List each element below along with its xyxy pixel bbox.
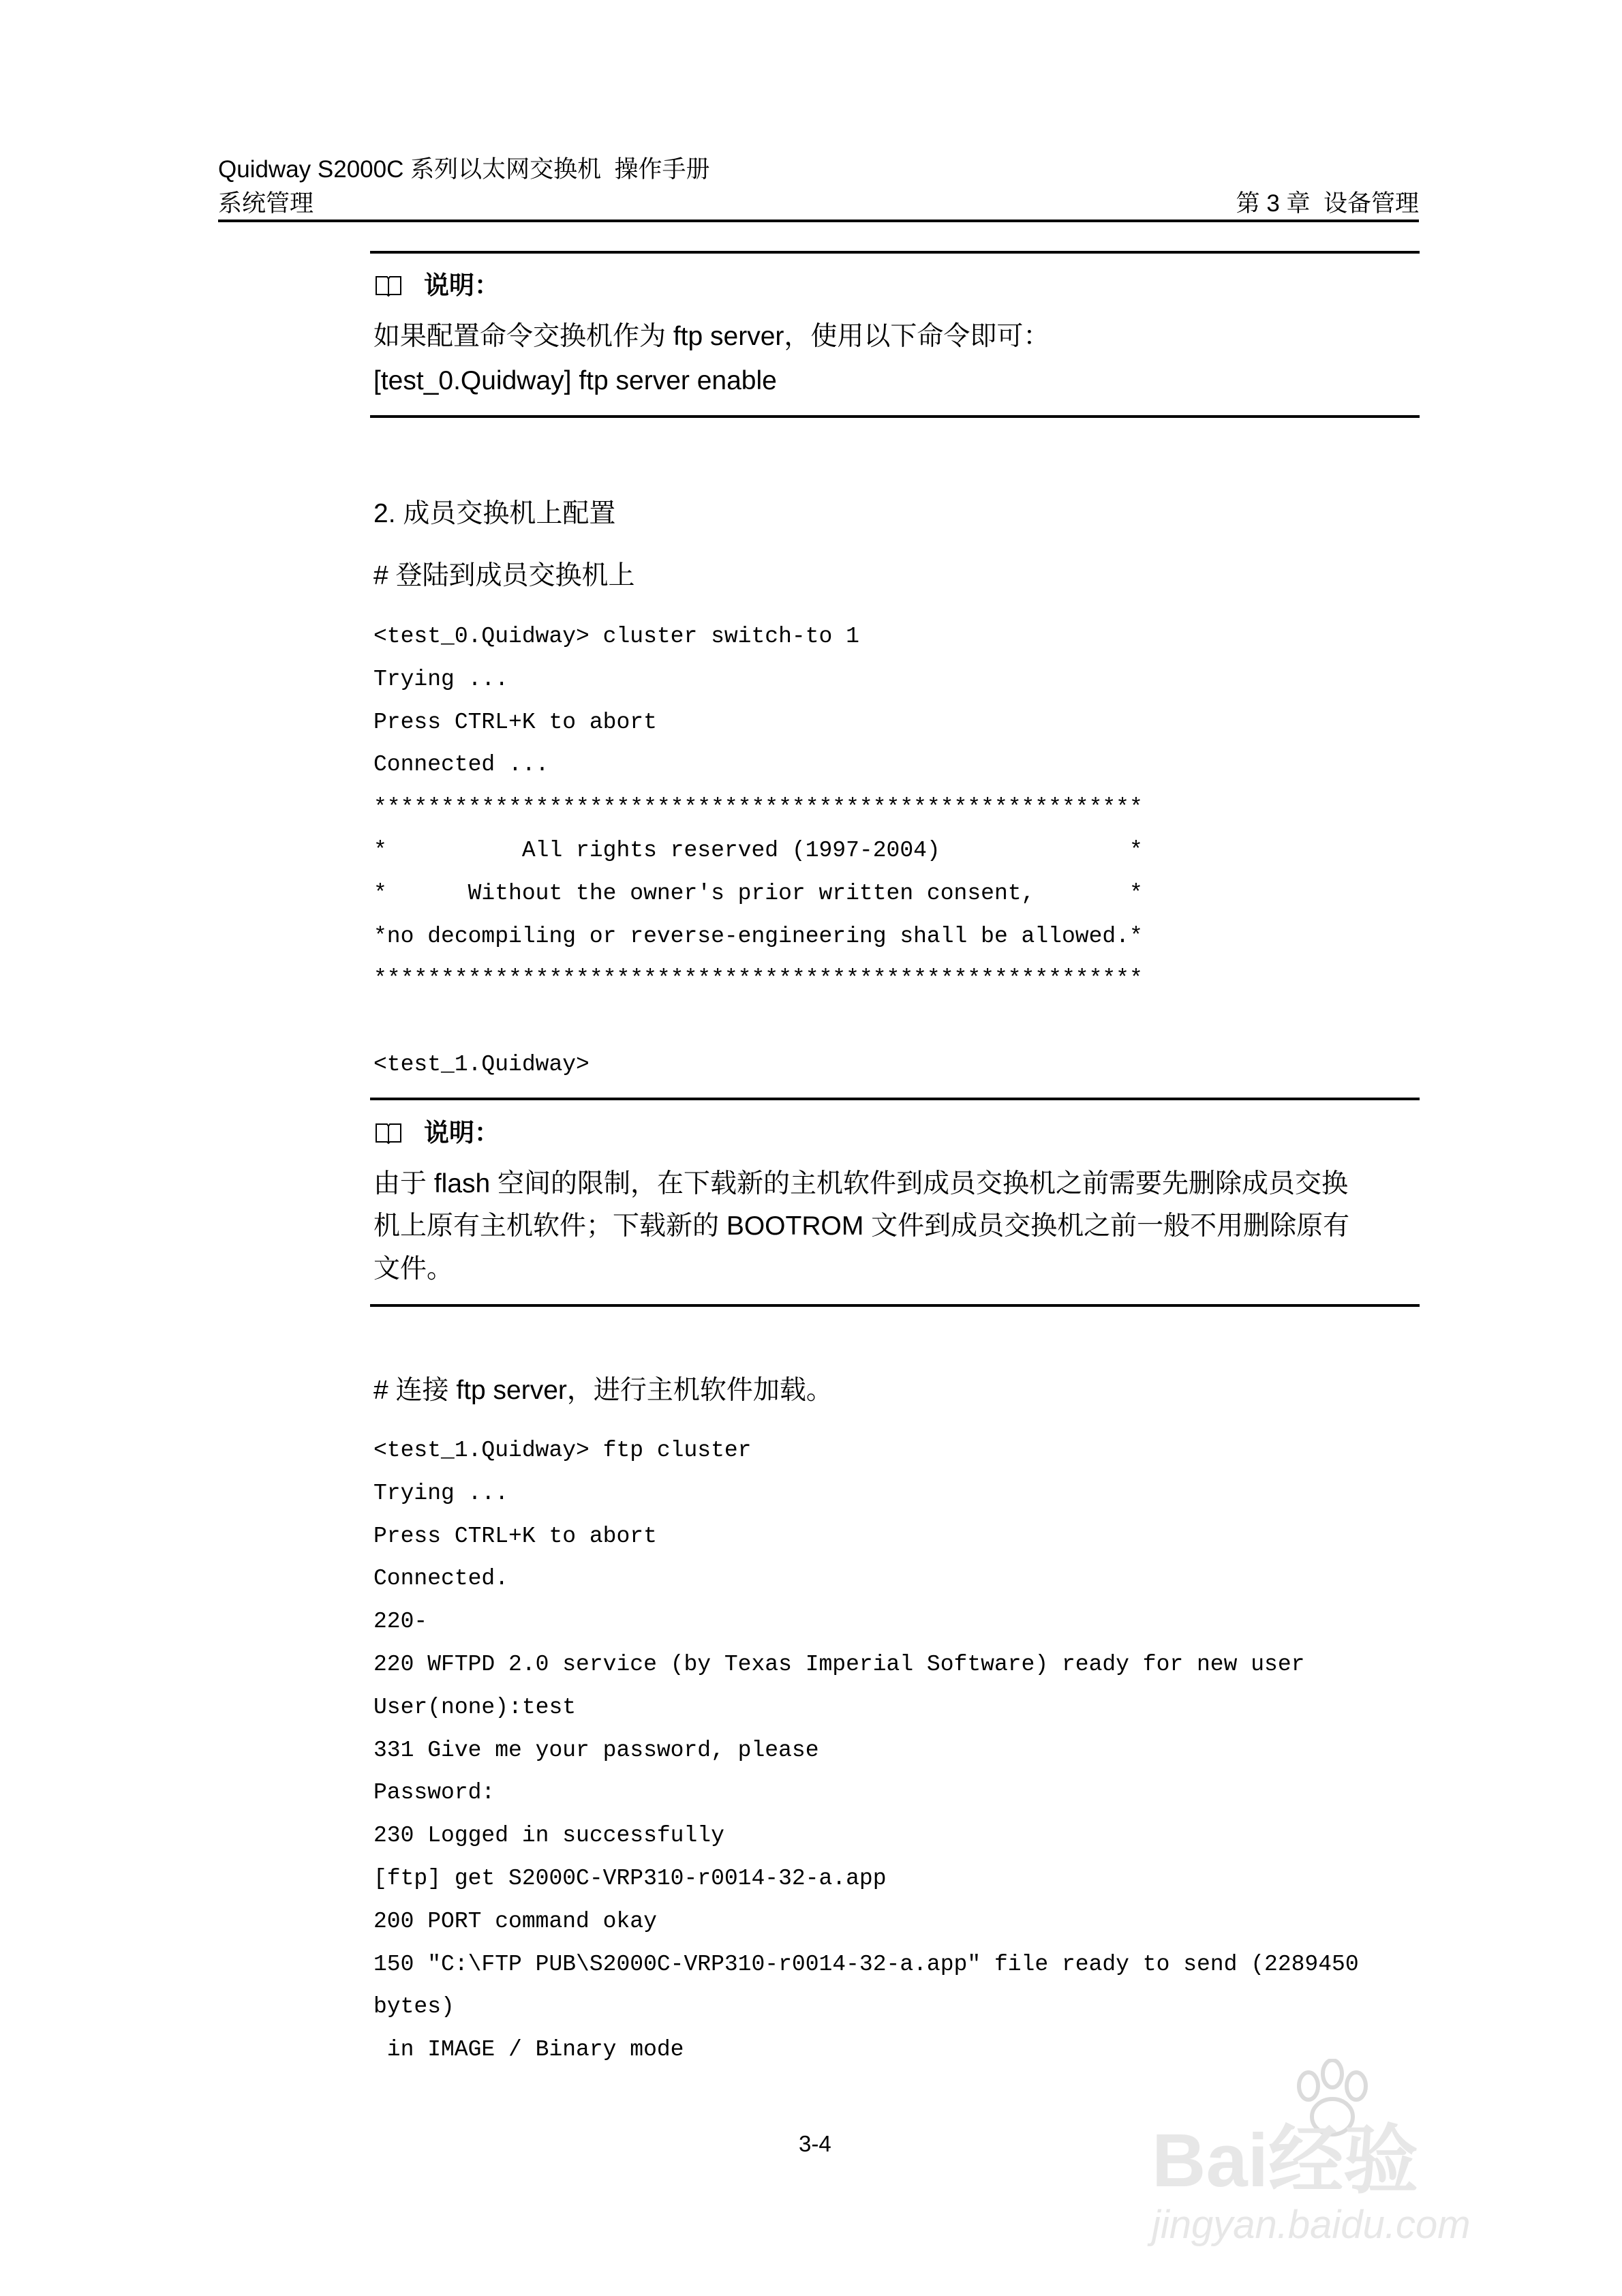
- note-top-rule: [370, 251, 1420, 254]
- code-line: 150 "C:\FTP PUB\S2000C-VRP310-r0014-32-a.app" file ready to send (2289450: [373, 1951, 1359, 1977]
- header-rule: [218, 220, 1419, 222]
- code-line: bytes): [373, 1994, 455, 2020]
- chapter-name: 第 3 章 设备管理: [1236, 190, 1419, 217]
- code-line: 230 Logged in successfully: [373, 1823, 724, 1849]
- code-line: * Without the owner's prior written consent, *: [373, 880, 1143, 906]
- code-line: in IMAGE / Binary mode: [373, 2037, 684, 2063]
- code-line: 220-: [373, 1609, 428, 1635]
- code-line: Press CTRL+K to abort: [373, 709, 657, 735]
- code-line: 200 PORT command okay: [373, 1908, 657, 1934]
- code-line: Trying ...: [373, 1480, 509, 1506]
- manual-title: Quidway S2000C 系列以太网交换机 操作手册: [218, 156, 710, 183]
- note-text: 文件。: [373, 1254, 454, 1284]
- note-command: [test_0.Quidway] ftp server enable: [373, 366, 777, 395]
- code-line: 220 WFTPD 2.0 service (by Texas Imperial Software) ready for new user: [373, 1652, 1305, 1677]
- note-bottom-rule: [370, 415, 1420, 418]
- step-heading: # 连接 ftp server，进行主机软件加载。: [373, 1376, 833, 1405]
- note-title: 说明：: [424, 271, 500, 299]
- code-line: *********************************************************: [373, 966, 1143, 992]
- note-text: 由于 flash 空间的限制，在下载新的主机软件到成员交换机之前需要先删除成员交换: [373, 1169, 1349, 1198]
- watermark-brand: Bai经验: [1152, 2119, 1419, 2203]
- code-line: <test_1.Quidway>: [373, 1052, 590, 1077]
- note-text: 机上原有主机软件；下载新的 BOOTROM 文件到成员交换机之前一般不用删除原有: [373, 1211, 1350, 1241]
- code-line: <test_1.Quidway> ftp cluster: [373, 1438, 752, 1463]
- section-name: 系统管理: [218, 190, 314, 217]
- code-line: *********************************************************: [373, 795, 1143, 821]
- code-line: 331 Give me your password, please: [373, 1737, 819, 1763]
- step-heading: # 登陆到成员交换机上: [373, 561, 635, 590]
- note-bottom-rule: [370, 1304, 1420, 1307]
- code-line: Password:: [373, 1780, 495, 1806]
- watermark-url: jingyan.baidu.com: [1152, 2203, 1471, 2247]
- note-top-rule: [370, 1098, 1420, 1100]
- code-line: Trying ...: [373, 666, 509, 692]
- book-icon: [375, 1121, 402, 1145]
- book-icon: [375, 274, 402, 297]
- baidu-watermark: [1152, 2059, 1547, 2256]
- code-line: * All rights reserved (1997-2004) *: [373, 838, 1143, 863]
- code-line: *no decompiling or reverse-engineering shall be allowed.*: [373, 923, 1143, 949]
- code-line: [ftp] get S2000C-VRP310-r0014-32-a.app: [373, 1866, 887, 1891]
- note-title: 说明：: [424, 1119, 500, 1147]
- page-number: 3-4: [799, 2131, 831, 2156]
- code-line: Press CTRL+K to abort: [373, 1523, 657, 1549]
- code-line: User(none):test: [373, 1694, 577, 1720]
- code-line: Connected.: [373, 1566, 509, 1592]
- section-heading: 2. 成员交换机上配置: [373, 499, 616, 528]
- code-line: Connected ...: [373, 752, 549, 778]
- note-text: 如果配置命令交换机作为 ftp server，使用以下命令即可：: [373, 322, 1050, 351]
- code-line: <test_0.Quidway> cluster switch-to 1: [373, 624, 859, 649]
